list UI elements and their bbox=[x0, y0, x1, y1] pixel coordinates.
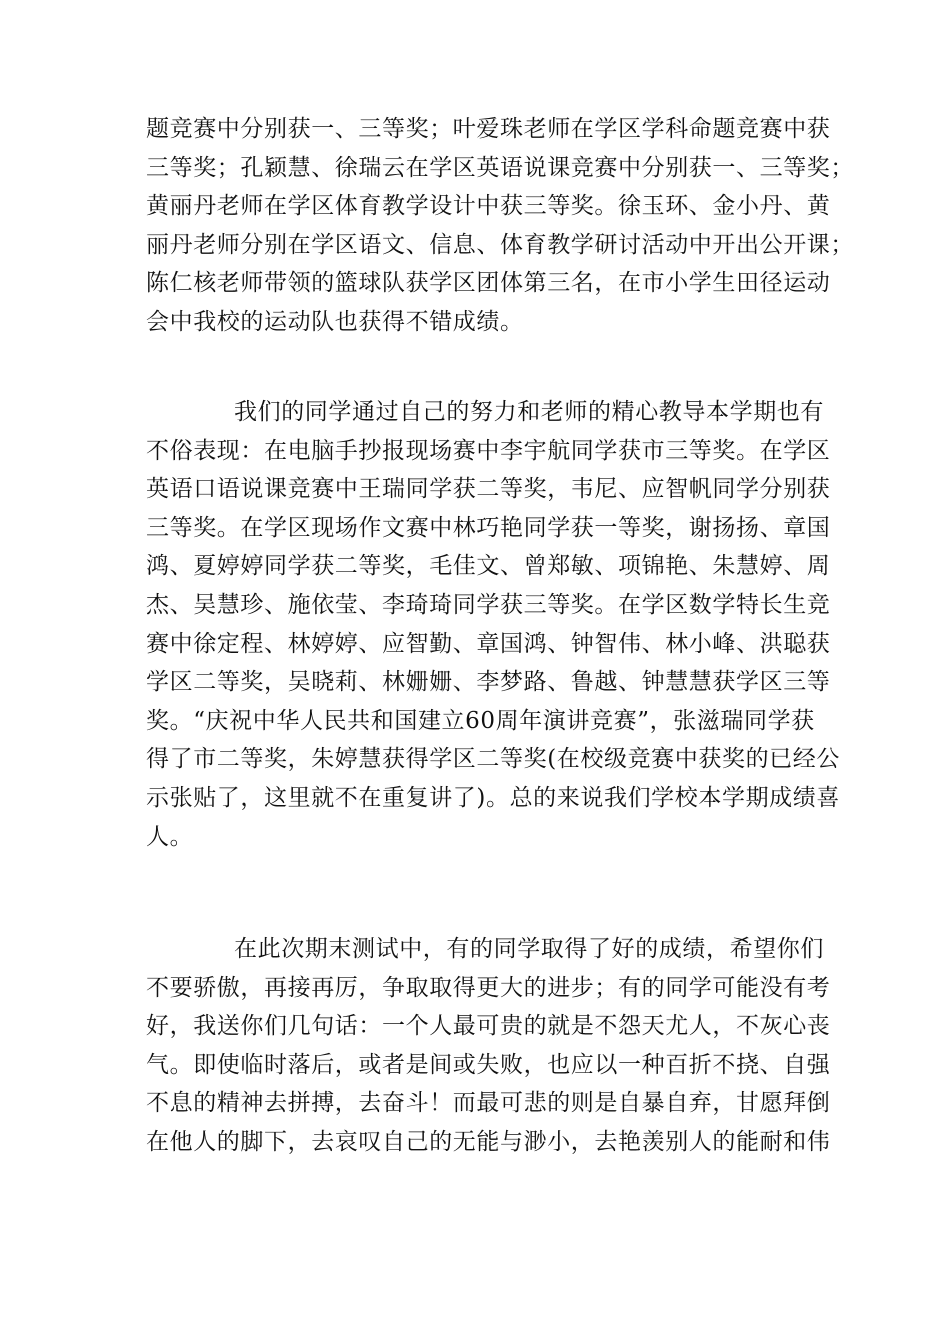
paragraph-line: 三等奖；孔颖慧、徐瑞云在学区英语说课竞赛中分别获一、三等奖； bbox=[146, 154, 854, 181]
paragraph-line: 不要骄傲，再接再厉，争取取得更大的进步；有的同学可能没有考 bbox=[146, 974, 831, 1001]
paragraph-line: 丽丹老师分别在学区语文、信息、体育教学研讨活动中开出公开课； bbox=[146, 231, 854, 258]
paragraph-student-awards bbox=[146, 393, 840, 856]
paragraph-line: 会中我校的运动队也获得不错成绩。 bbox=[146, 308, 524, 335]
paragraph-exam-encouragement bbox=[146, 930, 831, 1162]
paragraph-line: 陈仁核老师带领的篮球队获学区团体第三名，在市小学生田径运动 bbox=[146, 270, 831, 297]
paragraph-line: 人。 bbox=[146, 823, 194, 850]
paragraph-line: 在他人的脚下，去哀叹自己的无能与渺小，去艳羡别人的能耐和伟 bbox=[146, 1128, 831, 1155]
paragraph-line: 不俗表现：在电脑手抄报现场赛中李宇航同学获市三等奖。在学区 bbox=[146, 437, 831, 464]
paragraph-line: 我们的同学通过自己的努力和老师的精心教导本学期也有 bbox=[234, 399, 824, 425]
paragraph-line: 题竞赛中分别获一、三等奖；叶爱珠老师在学区学科命题竞赛中获 bbox=[146, 116, 831, 142]
paragraph-line: 示张贴了，这里就不在重复讲了)。总的来说我们学校本学期成绩喜 bbox=[146, 784, 840, 811]
paragraph-line: 鸿、夏婷婷同学获二等奖，毛佳文、曾郑敏、项锦艳、朱慧婷、周 bbox=[146, 553, 831, 580]
paragraph-line: 不息的精神去拼搏，去奋斗！而最可悲的则是自暴自弃，甘愿拜倒 bbox=[146, 1090, 831, 1117]
paragraph-line: 学区二等奖，吴晓莉、林姗姗、李梦路、鲁越、钟慧慧获学区三等 bbox=[146, 669, 831, 696]
paragraph-line: 英语口语说课竞赛中王瑞同学获二等奖，韦尼、应智帆同学分别获 bbox=[146, 476, 831, 503]
paragraph-line: 好，我送你们几句话：一个人最可贵的就是不怨天尤人，不灰心丧 bbox=[146, 1013, 831, 1040]
paragraph-line: 气。即使临时落后，或者是间或失败，也应以一种百折不挠、自强 bbox=[146, 1051, 831, 1078]
paragraph-line: 三等奖。在学区现场作文赛中林巧艳同学获一等奖，谢扬扬、章国 bbox=[146, 514, 831, 541]
paragraph-line: 在此次期末测试中，有的同学取得了好的成绩，希望你们 bbox=[234, 936, 824, 962]
paragraph-line: 杰、吴慧珍、施依莹、李琦琦同学获三等奖。在学区数学特长生竞 bbox=[146, 591, 831, 618]
paragraph-line: 赛中徐定程、林婷婷、应智勤、章国鸿、钟智伟、林小峰、洪聪获 bbox=[146, 630, 831, 657]
paragraph-line: 黄丽丹老师在学区体育教学设计中获三等奖。徐玉环、金小丹、黄 bbox=[146, 193, 831, 220]
paragraph-line: 奖。“庆祝中华人民共和国建立60周年演讲竞赛”，张滋瑞同学获 bbox=[146, 707, 815, 734]
paragraph-teacher-awards bbox=[146, 110, 854, 342]
paragraph-line: 得了市二等奖，朱婷慧获得学区二等奖(在校级竞赛中获奖的已经公 bbox=[146, 746, 840, 773]
